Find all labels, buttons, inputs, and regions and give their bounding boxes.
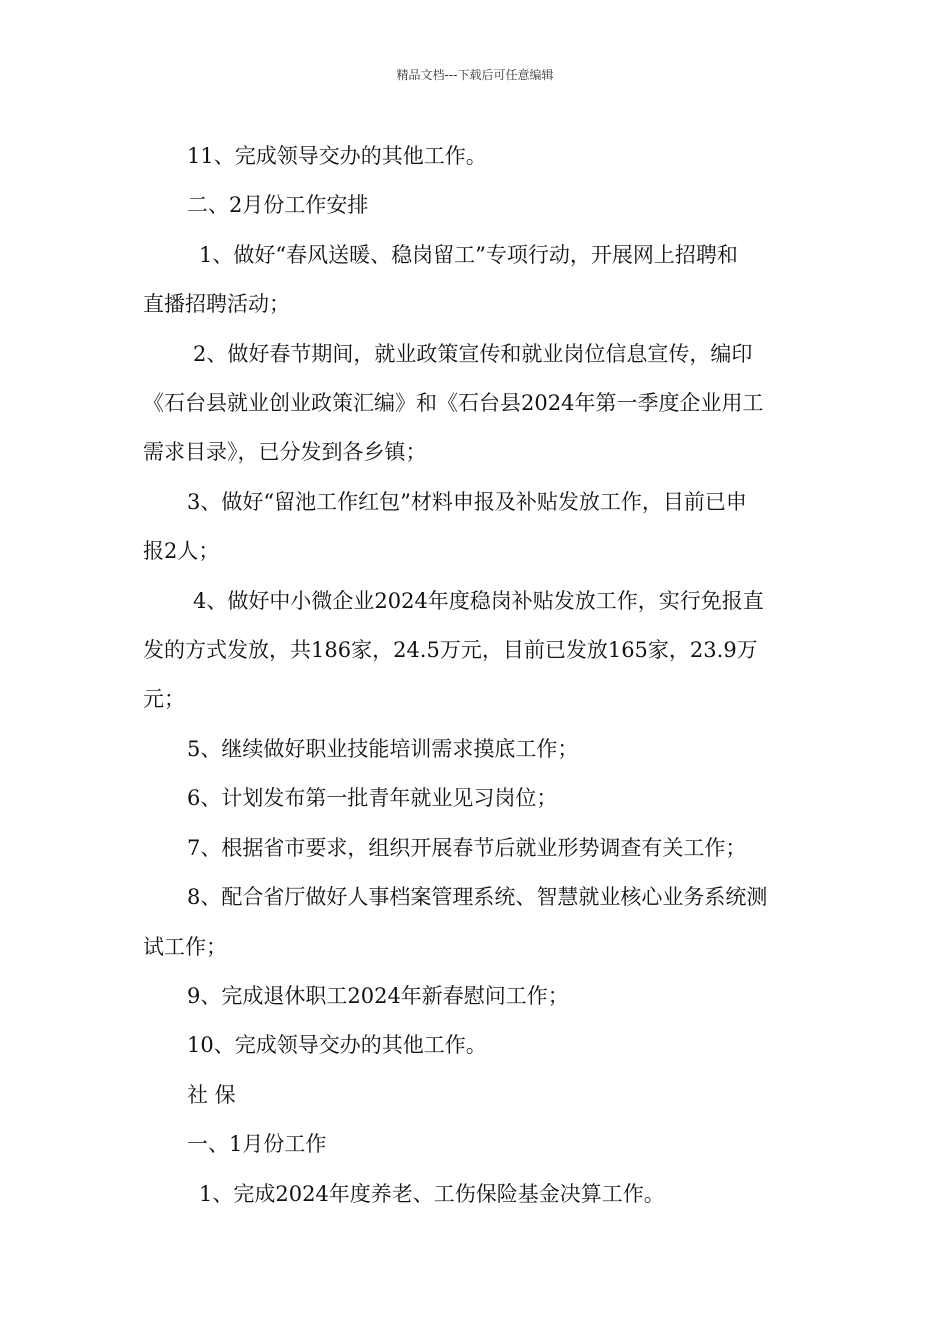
section-heading-january: 一、1月份工作 xyxy=(187,1132,327,1157)
paragraph-line: 直播招聘活动； xyxy=(143,292,290,317)
paragraph-item-10: 10、完成领导交办的其他工作。 xyxy=(187,1033,487,1058)
paragraph-line: 8、配合省厅做好人事档案管理系统、智慧就业核心业务系统测 xyxy=(187,885,768,910)
paragraph-item-9: 9、完成退休职工2024年新春慰问工作； xyxy=(187,983,569,1008)
paragraph-item-1 xyxy=(143,231,808,330)
paragraph-line: 4、做好中小微企业2024年度稳岗补贴发放工作，实行免报直 xyxy=(193,588,764,613)
paragraph-item-2 xyxy=(143,330,808,478)
paragraph-line: 2、做好春节期间，就业政策宣传和就业岗位信息宣传，编印 xyxy=(193,341,753,366)
paragraph-item-5: 5、继续做好职业技能培训需求摸底工作； xyxy=(187,736,579,761)
paragraph-item-3 xyxy=(143,478,808,577)
paragraph-item-6: 6、计划发布第一批青年就业见习岗位； xyxy=(187,786,558,811)
paragraph-item-7: 7、根据省市要求，组织开展春节后就业形势调查有关工作； xyxy=(187,835,747,860)
paragraph-line: 1、做好“春风送暖、稳岗留工”专项行动，开展网上招聘和 xyxy=(199,242,738,267)
paragraph-item-4 xyxy=(143,577,808,725)
page-header: 精品文档---下载后可任意编辑 xyxy=(396,68,554,82)
paragraph-line: 元； xyxy=(143,687,185,712)
paragraph-item-11: 11、完成领导交办的其他工作。 xyxy=(187,144,487,168)
section-heading-february: 二、2月份工作安排 xyxy=(187,193,369,218)
paragraph-line: 报2人； xyxy=(143,539,220,564)
document-body xyxy=(143,132,808,1219)
paragraph-item-8 xyxy=(143,873,808,972)
paragraph-line: 3、做好“留池工作红包”材料申报及补贴发放工作，目前已申 xyxy=(187,489,747,514)
paragraph-line: 试工作； xyxy=(143,934,227,959)
section-heading-social-security: 社 保 xyxy=(187,1082,236,1107)
paragraph-item-1-january: 1、完成2024年度养老、工伤保险基金决算工作。 xyxy=(199,1181,665,1206)
paragraph-line: 《石台县就业创业政策汇编》和《石台县2024年第一季度企业用工 xyxy=(143,391,764,416)
paragraph-line: 需求目录》，已分发到各乡镇； xyxy=(143,440,427,465)
paragraph-line: 发的方式发放，共186家，24.5万元，目前已发放165家，23.9万 xyxy=(143,638,758,663)
